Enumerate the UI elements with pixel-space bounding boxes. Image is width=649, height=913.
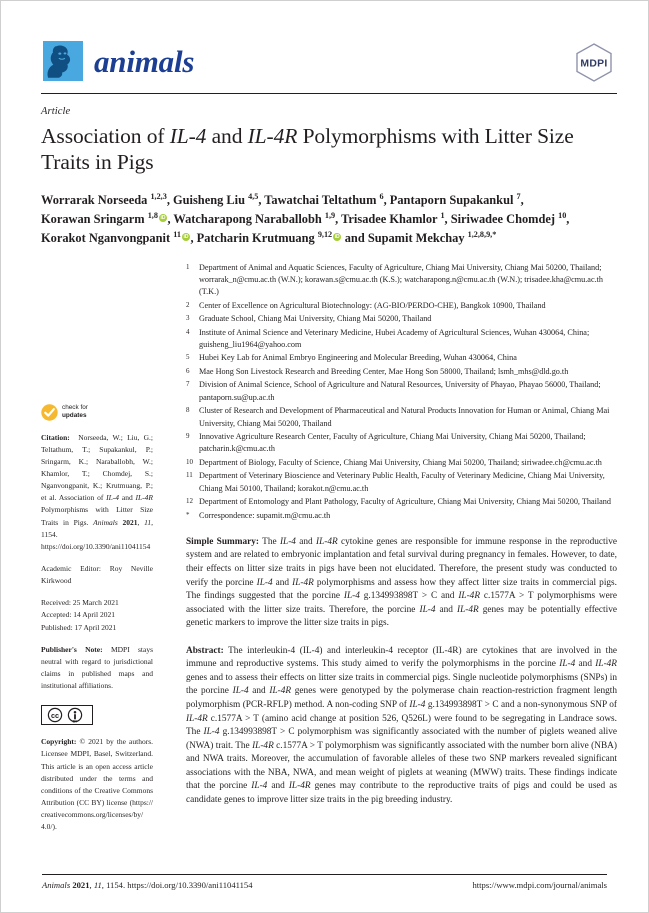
body-columns bbox=[41, 262, 618, 832]
copyright-text: © 2021 by the authors. Licensee MDPI, Basel, Switzerland. This article is an open access article distributed under the terms and conditions of the Creative Commons Attribution (CC BY) license (https:// creativecommons.org/licenses/by/ 4.0/). bbox=[41, 737, 153, 832]
abstract-label: Abstract: bbox=[186, 645, 224, 656]
footer-citation: Animals 2021, 11, 1154. https://doi.org/10.3390/ani11041154 bbox=[42, 880, 253, 890]
correspondence-item: * Correspondence: supamit.m@cmu.ac.th bbox=[186, 510, 331, 520]
article-type-label: Article bbox=[41, 106, 71, 117]
cfu-line-2: updates bbox=[62, 412, 87, 420]
affiliation-item: 12 Department of Entomology and Plant Pathology, Faculty of Agriculture, Chiang Mai University, Chiang Mai 50200, Thailand bbox=[186, 497, 611, 507]
cfu-line-1: check for bbox=[62, 404, 88, 412]
sidebar bbox=[41, 404, 153, 844]
mdpi-hexagon-logo bbox=[571, 41, 617, 83]
academic-editor-block bbox=[41, 563, 153, 587]
affiliations-list bbox=[186, 262, 617, 522]
page-title: Association of IL-4 and IL-4R Polymorphisms with Litter Size Traits in Pigs bbox=[41, 124, 574, 175]
accepted-date: Accepted: 14 April 2021 bbox=[41, 610, 115, 620]
affiliation-item: 3 Graduate School, Chiang Mai University, Chiang Mai 50200, Thailand bbox=[186, 314, 432, 324]
received-date: Received: 25 March 2021 bbox=[41, 598, 119, 608]
affiliation-item: 9 Innovative Agriculture Research Center, Faculty of Agriculture, Chiang Mai University, Chiang Mai 50200, Thailand; patcharin.k@cmu.ac.th bbox=[186, 432, 586, 454]
academic-editor-label: Academic Editor: bbox=[41, 564, 101, 574]
affiliation-item: 11 Department of Veterinary Bioscience and Veterinary Public Health, Faculty of Veterinary Medicine, Chiang Mai University, Chiang Mai 50100, Thailand; korakot.n@cmu.ac.th bbox=[186, 471, 605, 493]
check-for-updates-badge[interactable] bbox=[41, 404, 153, 421]
academic-editor-name: Roy Neville Kirkwood bbox=[41, 564, 154, 586]
published-date: Published: 17 April 2021 bbox=[41, 622, 117, 632]
journal-logo bbox=[43, 41, 194, 81]
copyright-block bbox=[41, 736, 153, 833]
journal-name: animals bbox=[94, 43, 195, 79]
simple-summary-text: The IL-4 and IL-4R cytokine genes are responsible for immune response in the reproductive system and are related to embryonic implantation and fetal survival during pregnancy in females. However, to date, their effects on litter size traits in pigs have been not elucidated. Therefore, the present study was conducted to verify the porcine IL-4 and IL-4R polymorphisms and assess how they affect litter size traits in commercial pigs. The findings suggested that the porcine IL-4 g.134993898T > C and IL-4R c.1577A > T polymorphisms were associated with the litter size traits. Therefore, the porcine IL-4 and IL-4R genes may be potentially effective genetic markers to improve the litter size traits in pigs. bbox=[186, 536, 617, 629]
publishers-note-block bbox=[41, 644, 153, 693]
orcid-icon[interactable] bbox=[182, 233, 190, 241]
simple-summary-label: Simple Summary: bbox=[186, 536, 260, 547]
author-line-3: Korakot Nganvongpanit $^{11}$ iD , Patcharin Krutmuang $^{9,12}$iD and Supamit Mekchay $^{1,2,8,9,*}$ bbox=[41, 229, 617, 248]
author-list bbox=[41, 191, 617, 247]
affiliation-item: 7 Division of Animal Science, School of Agriculture and Natural Resources, University of Phayao, Phayao 56000, Thailand; pantaporn.su@up.ac.th bbox=[186, 380, 601, 402]
svg-text:BY: BY bbox=[72, 719, 78, 724]
affiliation-item: 8 Cluster of Research and Development of Pharmaceutical and Natural Products Innovation for Human or Animal, Chiang Mai University, Chiang Mai 50200, Thailand bbox=[186, 406, 610, 428]
citation-text: Norseeda, W.; Liu, G.; Teltathum, T.; Supakankul, P.; Sringarm, K.; Naraballobh, W.; Khamlor, T.; Chomdej, S.; Nganvongpanit, K.; Krutmuang, P.; et al. Association of IL-4 and IL-4R Polymorphisms with Litter Size Traits in Pigs. Animals 2021, 11, 1154. https://doi.org/10.3390/ani11041154 bbox=[41, 432, 153, 551]
orcid-icon[interactable] bbox=[159, 214, 167, 222]
author-line-2: Korawan Sringarm $^{1,8}$ iD , Watcharapong Naraballobh $^{1,9}$, Trisadee Khamlor $^1$, Siriwadee Chomdej $^{10}$, bbox=[41, 210, 617, 229]
publishers-note-label: Publisher's Note: bbox=[41, 644, 103, 654]
simple-summary bbox=[186, 536, 617, 631]
copyright-label: Copyright: bbox=[41, 737, 77, 747]
abstract bbox=[186, 645, 617, 808]
check-circle-icon bbox=[41, 404, 58, 421]
publishers-note-text: MDPI stays neutral with regard to jurisdictional claims in published maps and institutional affiliations. bbox=[41, 644, 153, 691]
svg-text:MDPI: MDPI bbox=[580, 58, 608, 70]
publication-dates bbox=[41, 597, 153, 633]
page-footer bbox=[42, 874, 607, 890]
main-column bbox=[186, 262, 617, 808]
author-line-1: Worrarak Norseeda $^{1,2,3}$, Guisheng Liu $^{4,5}$, Tawatchai Teltathum $^6$, Pantaporn Supakankul $^7$, bbox=[41, 192, 524, 208]
abstract-text: The interleukin-4 (IL-4) and interleukin-4 receptor (IL-4R) are cytokines that are involved in the immune and reproductive systems. This study aimed to verify the polymorphisms in the porcine IL-4 and IL-4R genes and to assess their effects on litter size traits in commercial pigs. Single nucleotide polymorphisms (SNPs) in the porcine IL-4 and IL-4R genes were genotyped by the polymerase chain reaction-restriction fragment length polymorphism (PCR-RFLP) method. A non-coding SNP of IL-4 g.134993898T > C and a non-synonymous SNP of IL-4R c.1577A > T (amino acid change at position 526, Q526L) were found to be segregating in Landrace sows. The IL-4 g.134993898T > C polymorphism was significantly associated with the number of piglets weaned alive (NWA) trait. The IL-4R c.1577A > T polymorphism was significantly associated with the number born alive (NBA) and NWA traits. Moreover, the accumulation of favorable alleles of these two SNP markers revealed significant associations with the NBA, NWA, and mean weight of piglets at weaning (MWW) traits. These findings indicate that the porcine IL-4 and IL-4R genes may contribute to the reproductive traits of pigs and could be used as candidate genes to improve litter size traits in the pig breeding industry. bbox=[186, 645, 618, 805]
masthead bbox=[41, 37, 617, 95]
citation-block bbox=[41, 432, 153, 553]
creative-commons-by-icon[interactable] bbox=[41, 705, 93, 725]
orcid-icon[interactable] bbox=[333, 233, 341, 241]
gorilla-silhouette-icon bbox=[43, 41, 83, 81]
affiliation-item: 5 Hubei Key Lab for Animal Embryo Engineering and Molecular Breeding, Wuhan 430064, China bbox=[186, 353, 517, 363]
page-content bbox=[41, 37, 618, 832]
affiliation-item: 2 Center of Excellence on Agricultural Biotechnology: (AG-BIO/PERDO-CHE), Bangkok 10900, Thailand bbox=[186, 300, 546, 310]
svg-text:cc: cc bbox=[51, 711, 59, 721]
affiliation-item: 6 Mae Hong Son Livestock Research and Breeding Center, Mae Hong Son 58000, Thailand; lsmh_mhs@dld.go.th bbox=[186, 366, 569, 376]
affiliation-item: 10 Department of Biology, Faculty of Science, Chiang Mai University, Chiang Mai 50200, Thailand; siriwadee.ch@cmu.ac.th bbox=[186, 457, 602, 467]
footer-url[interactable]: https://www.mdpi.com/journal/animals bbox=[472, 880, 607, 890]
citation-label: Citation: bbox=[41, 432, 70, 442]
footer-divider bbox=[42, 874, 607, 875]
affiliation-item: 4 Institute of Animal Science and Veterinary Medicine, Hubei Academy of Agricultural Sciences, Wuhan 430064, China; guisheng_liu1964@yahoo.com bbox=[186, 327, 590, 349]
affiliation-item: 1 Department of Animal and Aquatic Sciences, Faculty of Agriculture, Chiang Mai University, Chiang Mai 50200, Thailand; worrarak_n@cmu.ac.th (W.N.); korawan.s@cmu.ac.th (K.S.); watcharapong.n@cmu.ac.th (W.N.); trisadee.kha@cmu.ac.th (T.K.) bbox=[186, 262, 603, 297]
check-for-updates-text bbox=[62, 404, 88, 420]
masthead-divider bbox=[41, 93, 617, 94]
footer-doi[interactable]: https://doi.org/10.3390/ani11041154 bbox=[127, 880, 253, 890]
